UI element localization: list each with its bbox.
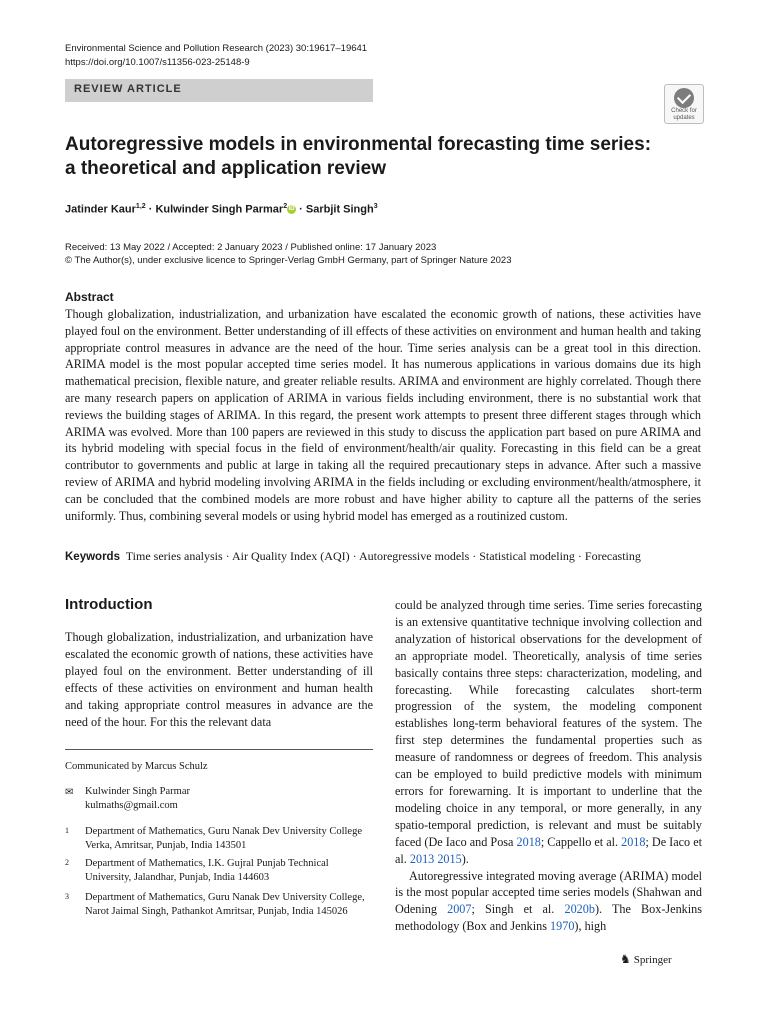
citation-link[interactable]: 2013 (409, 851, 435, 866)
author-3-affiliation: 3 (373, 203, 378, 210)
journal-citation: Environmental Science and Pollution Research (2023) 30:19617–19641 (65, 43, 368, 54)
check-for-updates-badge[interactable] (664, 84, 704, 124)
para-text: Autoregressive integrated moving average (ARIMA) model is the most popular accepted time series models (Shahwan and Odening (395, 868, 702, 917)
introduction-column-1: Though globalization, industrialization, and urbanization have escalated the economic growth of nations, these activities have played foul on the environment. Better understanding of ill effects of these activities on environment and human health and taking appropriate control measures in advance are the need of the hour. For this the relevant data (65, 630, 373, 729)
history-dates: Received: 13 May 2022 / Accepted: 2 January 2023 / Published online: 17 January 2023 (65, 242, 437, 253)
abstract-text: Though globalization, industrialization, and urbanization have escalated the economic growth of nations, these activities have played foul on the environment. Better understanding of ill effects of these activities on environment and human health and taking appropriate control measures in advance are the need of the hour. Time series analysis can be a great tool in this direction. ARIMA model is the most popular accepted time series model. It has numerous applications in various domains due its high mathematical precision, flexible nature, and greater reliable results. ARIMA and environment are highly correlated. Though there are many research papers on application of ARIMA in various fields including environment, there is no substantial work that reviews the building stages of ARIMA. In this regard, the present work attempts to present three different stages through which ARIMA was evolved. More than 100 papers are reviewed in this study to discuss the application part based on pure ARIMA and its hybrid modeling with special focus in the field of environment/health/air quality. Forecasting in this field can be a great contributor to governments and public at large in taking all the required precautionary steps in advance. After such a massive review of ARIMA and hybrid modeling involving ARIMA in the fields including or excluding environment/health/atmosphere, it can be concluded that the combined models are more robust and have higher ability to capture all the patterns of the series uniformly. Thus, combining several models or using hybrid model has emerged as a routinized custom. (65, 307, 701, 523)
author-1-affiliation: 1,2 (135, 203, 146, 210)
affiliation-text: Department of Mathematics, Guru Nanak Dev University College, Narot Jaimal Singh, Pathankot Amritsar, Punjab, India 145026 (85, 892, 365, 917)
affiliation-number: 2 (65, 858, 69, 867)
springer-horse-icon: ♞ (620, 952, 631, 966)
affiliation-text: Department of Mathematics, I.K. Gujral Punjab Technical University, Jalandhar, Punjab, India 144603 (85, 858, 329, 883)
paper-title (65, 133, 685, 181)
para-text: could be analyzed through time series. Time series forecasting is an extensive quantitative technique involving collection and analyzation of historical observations for the development of an appropriate model. Theoretically, analysis of time series basically contains three steps: characterization, modeling, and forecasting. While forecasting calculates short-term progression of the system, the modeling component establishes long-term behavioral features of the system. The first step determines the fundamental properties such as measure of randomness or degrees of freedom. This analysis can be employed to build predictive models with minimum errors for forewarning. It is important to underline that the modeling choice in any temporal, or more generally, in any spatio-temporal prediction, is relevant and must be suitably faced (De Iaco and Posa (395, 598, 702, 849)
author-separator: · (296, 203, 306, 216)
author-separator: · (145, 203, 156, 216)
communicated-by: Communicated by Marcus Schulz (65, 761, 208, 772)
author-1[interactable]: Jatinder Kaur (65, 203, 136, 216)
publication-dates (65, 241, 512, 267)
envelope-icon: ✉ (65, 787, 74, 798)
orcid-icon[interactable]: iD (288, 206, 295, 213)
check-updates-icon (674, 88, 694, 108)
citation-link[interactable]: 1970 (550, 919, 575, 934)
keywords (65, 549, 705, 564)
para-text: ; De Iaco et al. (395, 834, 702, 866)
introduction-heading: Introduction (65, 596, 153, 613)
footnote-divider (65, 749, 373, 750)
keywords-list: Time series analysis · Air Quality Index (AQI) · Autoregressive models · Statistical modeling · Forecasting (125, 549, 641, 563)
article-type-banner (65, 79, 373, 102)
author-list (65, 203, 378, 216)
para-text: ). The Box-Jenkins methodology (Box and Jenkins (395, 902, 702, 934)
journal-header (65, 42, 367, 70)
check-updates-label: Check for updates (671, 108, 697, 121)
title-line-1: Autoregressive models in environmental forecasting time series: (65, 134, 652, 155)
intro-paragraph-2 (395, 868, 702, 936)
author-2[interactable]: Kulwinder Singh Parmar (155, 203, 284, 216)
citation-link[interactable]: 2018 (621, 834, 646, 849)
para-text: ; Singh et al. (471, 902, 565, 917)
intro-paragraph-1 (395, 597, 702, 868)
contact-email[interactable]: kulmaths@gmail.com (85, 799, 178, 811)
affiliation-text: Department of Mathematics, Guru Nanak Dev University College Verka, Amritsar, Punjab, India 143501 (85, 826, 363, 851)
title-line-2: a theoretical and application review (65, 158, 386, 179)
keywords-label: Keywords (65, 551, 120, 563)
citation-link[interactable]: 2007 (447, 902, 472, 917)
abstract-heading: Abstract (65, 290, 114, 304)
para-text: ), high (574, 919, 607, 934)
author-2-affiliation: 2 (283, 203, 288, 210)
citation-link[interactable]: 2015 (437, 851, 462, 866)
publisher-name: Springer (633, 954, 672, 966)
article-type-label: REVIEW ARTICLE (74, 83, 182, 95)
citation-link[interactable]: 2018 (516, 834, 541, 849)
copyright-line: © The Author(s), under exclusive licence to Springer-Verlag GmbH Germany, part of Springer Nature 2023 (65, 255, 512, 266)
doi-link[interactable]: https://doi.org/10.1007/s11356-023-25148-9 (65, 57, 250, 68)
author-3[interactable]: Sarbjit Singh (305, 203, 374, 216)
introduction-column-2 (395, 597, 702, 935)
publisher-logo (620, 952, 672, 967)
para-text: ; Cappello et al. (540, 834, 622, 849)
affiliation-number: 1 (65, 826, 69, 835)
affiliation-number: 3 (65, 892, 69, 901)
para-text: ). (461, 851, 469, 866)
citation-link[interactable]: 2020b (564, 902, 595, 917)
contact-name: Kulwinder Singh Parmar (85, 786, 190, 797)
